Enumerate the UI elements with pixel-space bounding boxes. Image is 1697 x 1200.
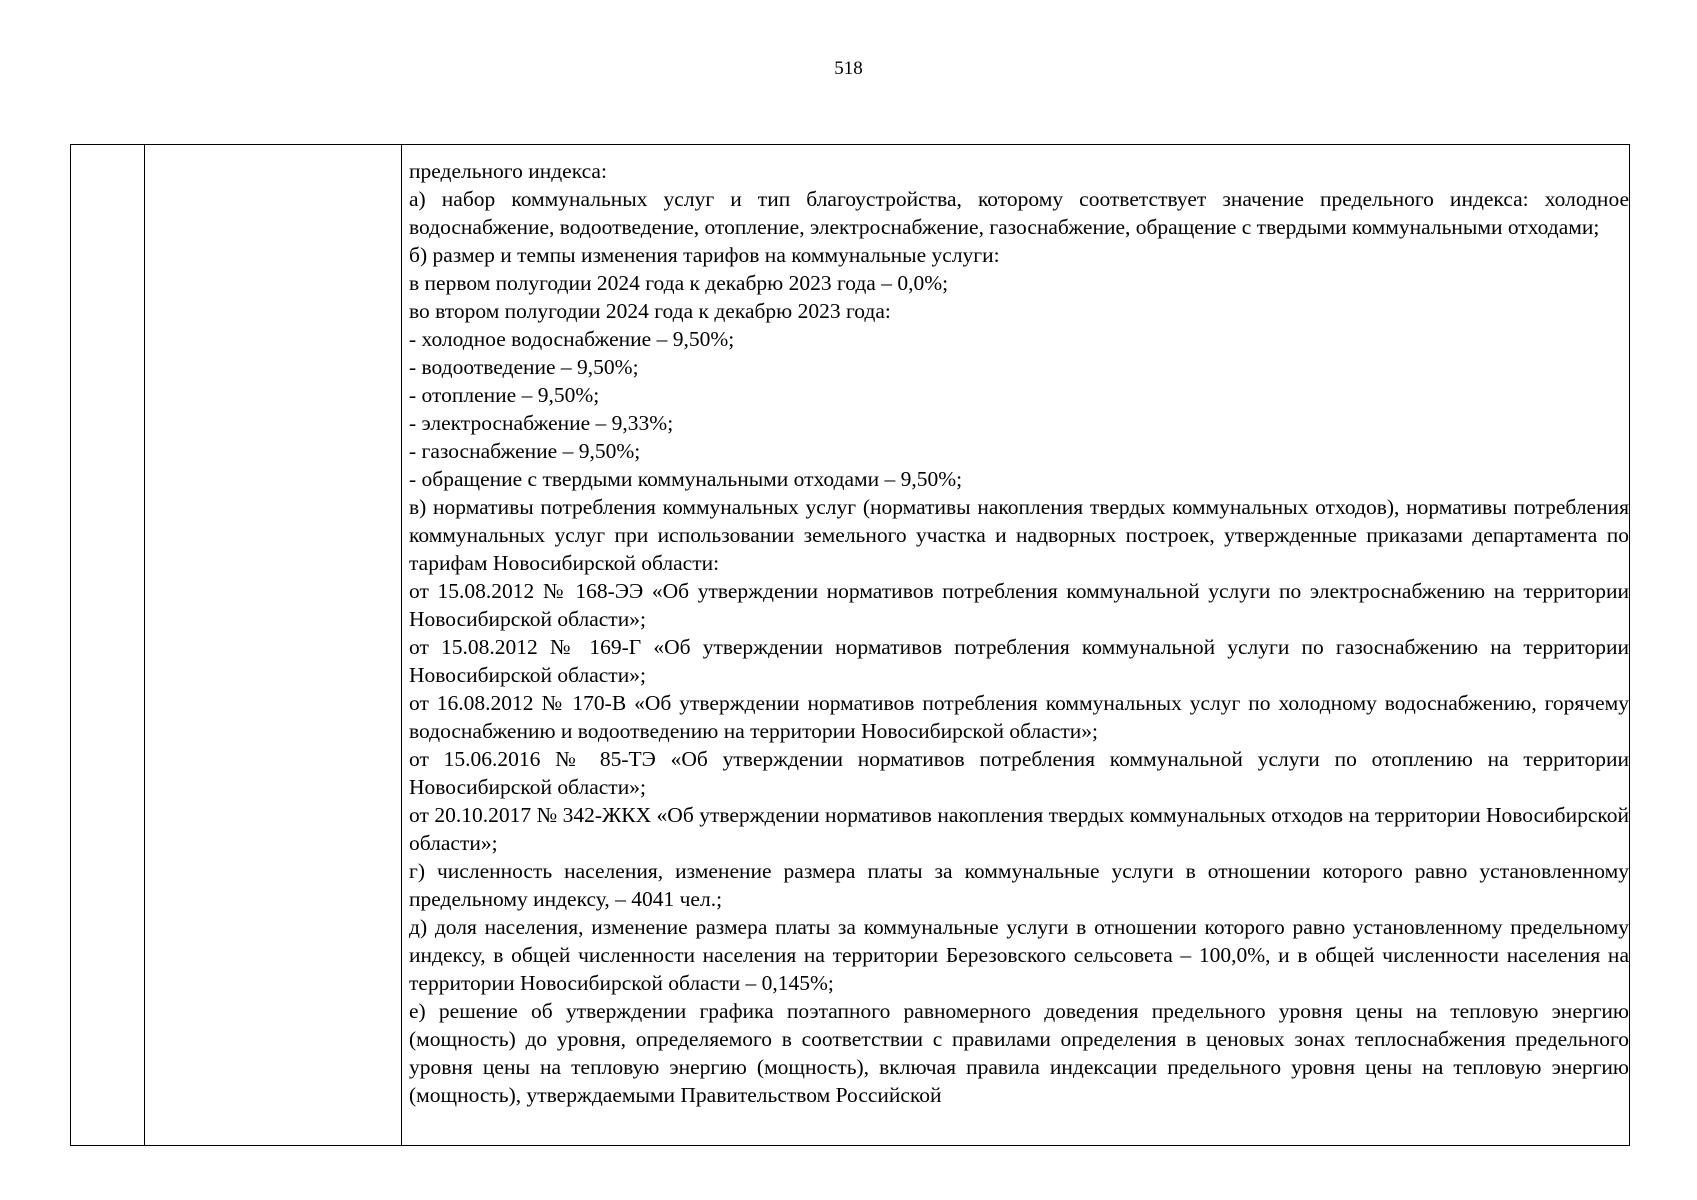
paragraph: - отопление – 9,50%; <box>409 383 600 407</box>
paragraph: д) доля населения, изменение размера платы за коммунальные услуги в отношении которого равно установленному предельному индексу, в общей численности населения на территории Березовского сельсовета – 100,0%, и в общей численности населения на территории Новосибирской области – 0,145%; <box>409 915 1629 995</box>
document-table <box>70 144 1630 1146</box>
paragraph: в) нормативы потребления коммунальных услуг (нормативы накопления твердых коммунальных отходов), нормативы потребления коммунальных услуг при использовании земельного участка и надворных построек, утвержденные приказами департамента по тарифам Новосибирской области: <box>409 495 1629 575</box>
table-cell-content <box>409 157 1629 1109</box>
paragraph: - газоснабжение – 9,50%; <box>409 439 641 463</box>
column-divider-1 <box>144 145 145 1145</box>
paragraph: г) численность населения, изменение размера платы за коммунальные услуги в отношении которого равно установленному предельному индексу, – 4041 чел.; <box>409 859 1629 911</box>
paragraph: от 15.08.2012 № 168-ЭЭ «Об утверждении нормативов потребления коммунальной услуги по электроснабжению на территории Новосибирской области»; <box>409 579 1629 631</box>
paragraph: предельного индекса: <box>409 159 607 183</box>
paragraph: от 15.08.2012 № 169-Г «Об утверждении нормативов потребления коммунальной услуги по газоснабжению на территории Новосибирской области»; <box>409 635 1629 687</box>
paragraph: от 20.10.2017 № 342-ЖКХ «Об утверждении нормативов накопления твердых коммунальных отходов на территории Новосибирской области»; <box>409 803 1629 855</box>
paragraph: от 16.08.2012 № 170-В «Об утверждении нормативов потребления коммунальных услуг по холодному водоснабжению, горячему водоснабжению и водоотведению на территории Новосибирской области»; <box>409 691 1629 743</box>
paragraph: - обращение с твердыми коммунальными отходами – 9,50%; <box>409 467 963 491</box>
paragraph: - электроснабжение – 9,33%; <box>409 411 674 435</box>
column-divider-2 <box>401 145 402 1145</box>
paragraph: а) набор коммунальных услуг и тип благоустройства, которому соответствует значение предельного индекса: холодное водоснабжение, водоотведение, отопление, электроснабжение, газоснабжение, обращение с твердыми коммунальными отходами; <box>409 187 1629 239</box>
page-number: 518 <box>834 58 863 79</box>
paragraph: во втором полугодии 2024 года к декабрю 2023 года: <box>409 299 891 323</box>
paragraph: - водоотведение – 9,50%; <box>409 355 639 379</box>
paragraph: от 15.06.2016 № 85-ТЭ «Об утверждении нормативов потребления коммунальной услуги по отоплению на территории Новосибирской области»; <box>409 747 1629 799</box>
paragraph: в первом полугодии 2024 года к декабрю 2023 года – 0,0%; <box>409 271 949 295</box>
paragraph: - холодное водоснабжение – 9,50%; <box>409 327 735 351</box>
paragraph: б) размер и темпы изменения тарифов на коммунальные услуги: <box>409 243 1000 267</box>
paragraph: е) решение об утверждении графика поэтапного равномерного доведения предельного уровня цены на тепловую энергию (мощность) до уровня, определяемого в соответствии с правилами определения в ценовых зонах теплоснабжения предельного уровня цены на тепловую энергию (мощность), включая правила индексации предельного уровня цены на тепловую энергию (мощность), утверждаемыми Правительством Российской <box>409 999 1629 1107</box>
